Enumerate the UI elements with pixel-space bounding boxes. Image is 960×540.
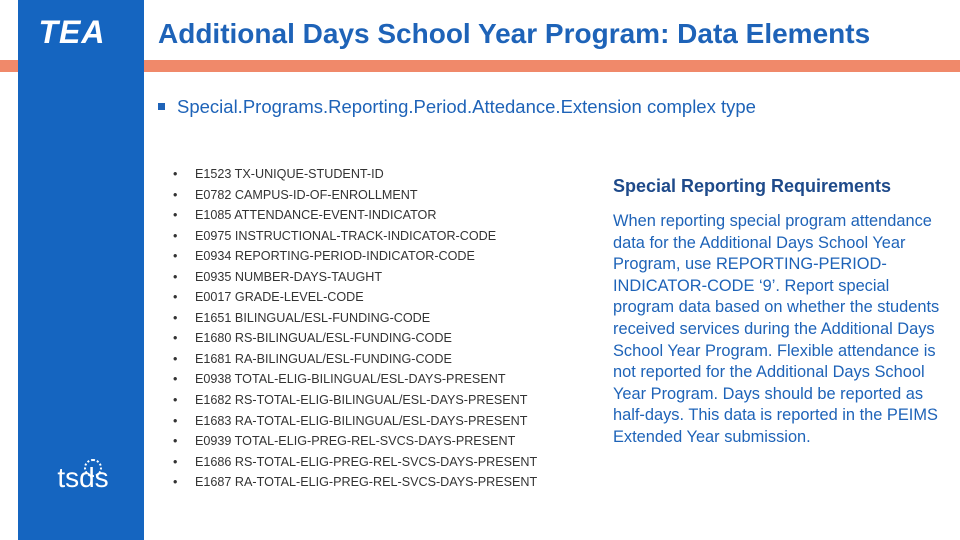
tsds-logo-dots-icon: [84, 459, 102, 477]
bullet-icon: •: [173, 290, 178, 305]
bullet-icon: •: [173, 187, 178, 202]
data-element-label: E1680 RS-BILINGUAL/ESL-FUNDING-CODE: [195, 331, 452, 346]
data-element-label: E0939 TOTAL-ELIG-PREG-REL-SVCS-DAYS-PRESENT: [195, 434, 516, 449]
data-element-label: E1682 RS-TOTAL-ELIG-BILINGUAL/ESL-DAYS-PRESENT: [195, 393, 528, 408]
data-element-label: E0975 INSTRUCTIONAL-TRACK-INDICATOR-CODE: [195, 228, 497, 243]
data-element-item: [170, 472, 590, 493]
bullet-icon: •: [173, 454, 178, 469]
data-element-label: E1651 BILINGUAL/ESL-FUNDING-CODE: [195, 310, 431, 325]
data-element-item: [170, 411, 590, 432]
data-element-item: [170, 246, 590, 267]
data-element-list: [170, 164, 590, 493]
data-element-label: E0934 REPORTING-PERIOD-INDICATOR-CODE: [195, 249, 475, 264]
data-element-item: [170, 308, 590, 329]
bullet-icon: •: [173, 269, 178, 284]
bullet-icon: •: [173, 434, 178, 449]
data-element-item: [170, 287, 590, 308]
bullet-icon: •: [173, 351, 178, 366]
data-element-item: [170, 369, 590, 390]
data-element-item: [170, 452, 590, 473]
data-element-item: [170, 267, 590, 288]
data-element-label: E1523 TX-UNIQUE-STUDENT-ID: [195, 167, 384, 181]
data-element-item: [170, 431, 590, 452]
data-element-item: [170, 205, 590, 226]
data-element-label: E0935 NUMBER-DAYS-TAUGHT: [195, 269, 383, 284]
data-element-item: [170, 164, 590, 185]
data-element-item: [170, 328, 590, 349]
bullet-icon: •: [173, 228, 178, 243]
data-element-item: [170, 185, 590, 206]
data-element-label: E1687 RA-TOTAL-ELIG-PREG-REL-SVCS-DAYS-PRESENT: [195, 475, 538, 490]
requirements-body: When reporting special program attendance data for the Additional Days School Year Program, use REPORTING-PERIOD-INDICATOR-CODE ‘9’. Report special program data based on whether the students received services during the Additional Days School Year Program. Flexible attendance is not reported for the Additional Days School Year Program. Days should be reported as half-days. This data is reported in the PEIMS Extended Year submission.: [613, 212, 940, 446]
bullet-icon: •: [173, 372, 178, 387]
data-element-label: E1681 RA-BILINGUAL/ESL-FUNDING-CODE: [195, 351, 452, 366]
data-element-item: [170, 390, 590, 411]
data-element-label: E0017 GRADE-LEVEL-CODE: [195, 290, 364, 305]
data-element-label: E1085 ATTENDANCE-EVENT-INDICATOR: [195, 208, 437, 223]
bullet-icon: •: [173, 249, 178, 264]
data-element-label: E0782 CAMPUS-ID-OF-ENROLLMENT: [195, 187, 418, 202]
complex-type-bullet: [158, 94, 798, 119]
bullet-icon: •: [173, 331, 178, 346]
tea-logo: TEA: [38, 14, 106, 50]
requirements-heading: Special Reporting Requirements: [613, 176, 892, 196]
square-bullet-icon: [158, 103, 165, 110]
bullet-icon: •: [173, 393, 178, 408]
bullet-icon: •: [173, 413, 178, 428]
tsds-logo: tsds: [57, 462, 109, 493]
bullet-icon: •: [173, 475, 178, 490]
bullet-icon: •: [173, 310, 178, 325]
data-element-item: [170, 226, 590, 247]
data-element-label: E0938 TOTAL-ELIG-BILINGUAL/ESL-DAYS-PRESENT: [195, 372, 506, 387]
bullet-icon: •: [173, 208, 178, 223]
data-element-label: E1683 RA-TOTAL-ELIG-BILINGUAL/ESL-DAYS-PRESENT: [195, 413, 528, 428]
sidebar: [18, 0, 144, 540]
bullet-icon: •: [173, 167, 178, 181]
page-title: Additional Days School Year Program: Data Elements: [158, 18, 871, 49]
header-accent-bar: [0, 60, 960, 72]
data-element-label: E1686 RS-TOTAL-ELIG-PREG-REL-SVCS-DAYS-PRESENT: [195, 454, 538, 469]
complex-type-label: Special.Programs.Reporting.Period.Attedance.Extension complex type: [177, 96, 756, 117]
data-element-item: [170, 349, 590, 370]
